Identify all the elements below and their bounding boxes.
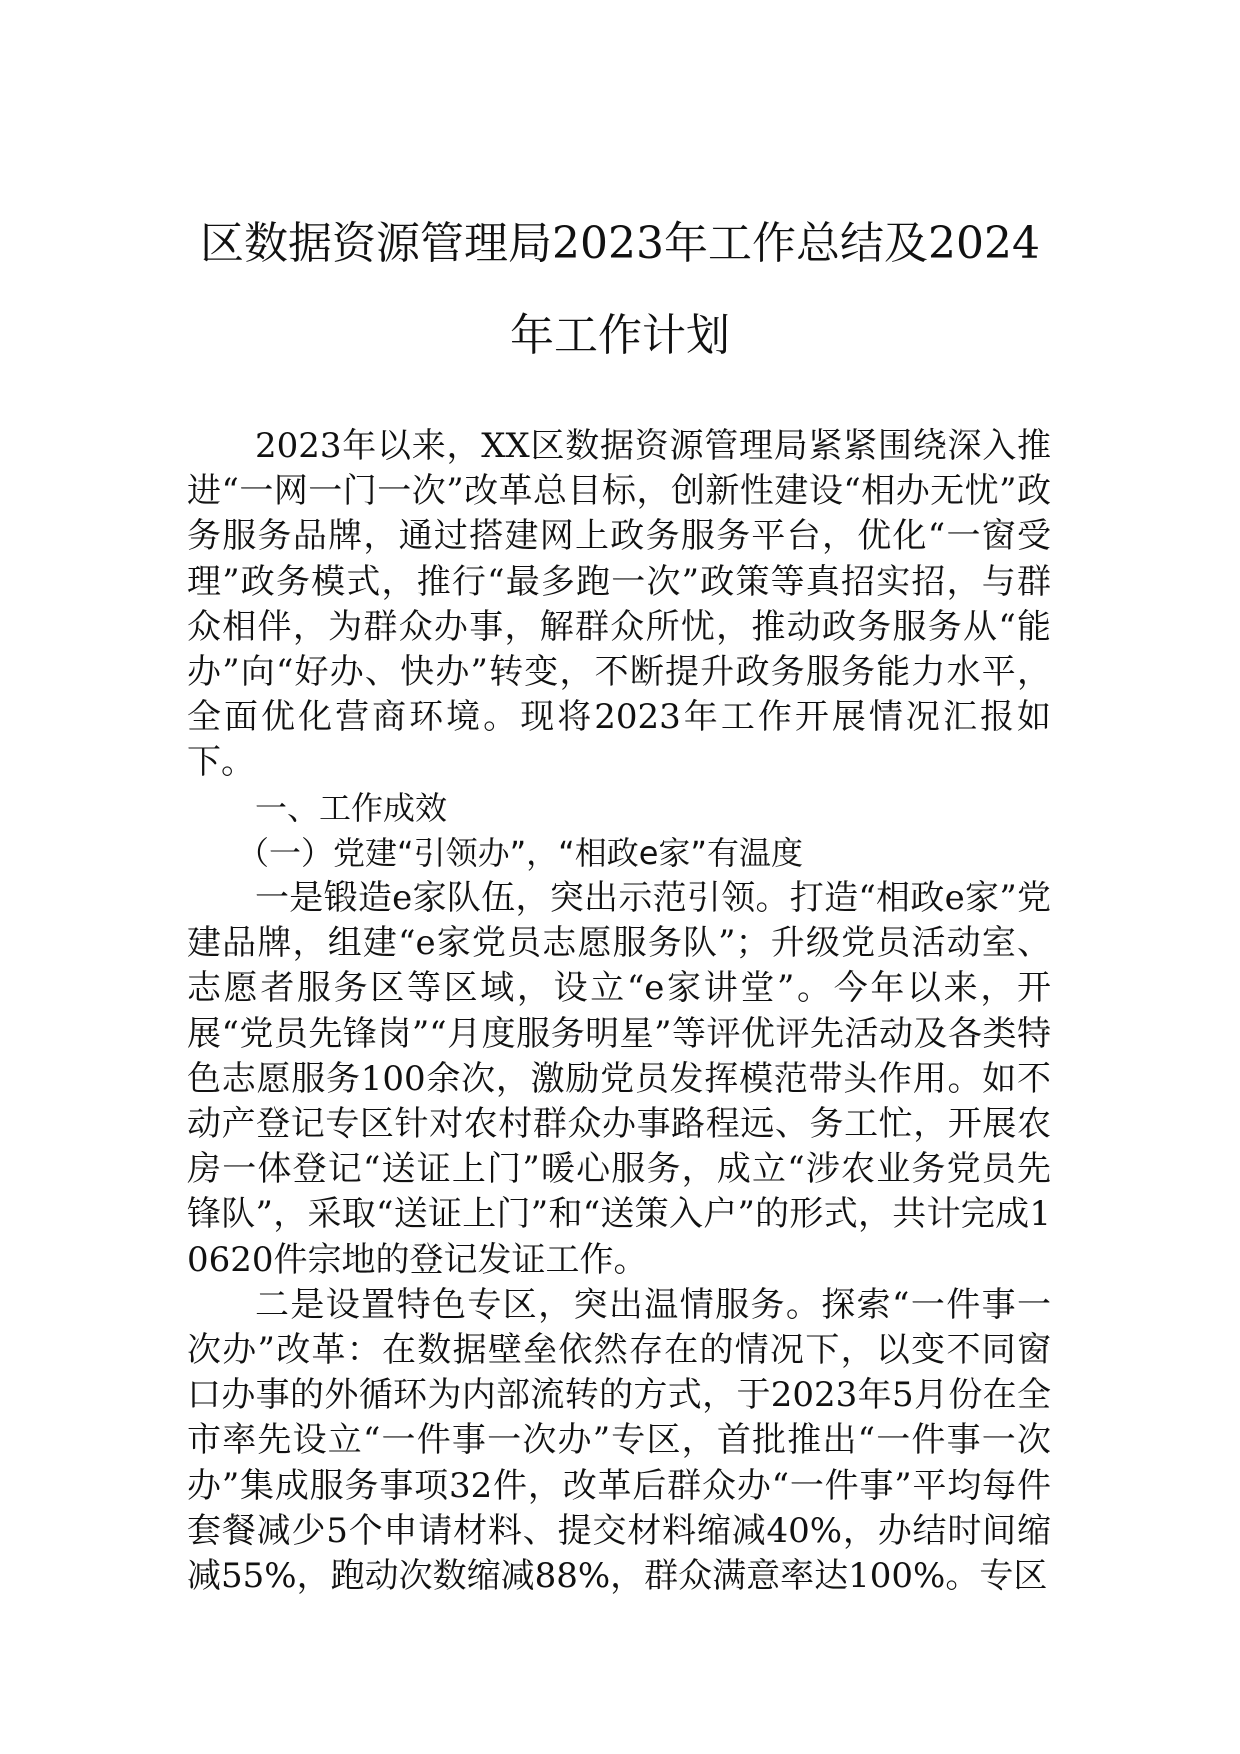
subsection-heading-party-building: （一）党建“引领办”，“相政e家”有温度 <box>237 833 804 872</box>
document-title-line-1: 区数据资源管理局2023年工作总结及2024 <box>200 218 1040 269</box>
document-title-line-2: 年工作计划 <box>510 310 730 361</box>
document-body <box>187 424 1051 1599</box>
body-paragraph-2: 二是设置特色专区，突出温情服务。探索“一件事一次办”改革：在数据壁垒依然存在的情况下，以变不同窗口办事的外循环为内部流转的方式，于2023年5月份在全市率先设立“一件事一次办”专区，首批推出“一件事一次办”集成服务事项32件，改革后群众办“一件事”平均每件套餐减少5个申请材料、提交材料缩减40%，办结时间缩减55%，跑动次数缩减88%，群众满意率达100%。专区 <box>187 1284 1051 1597</box>
section-heading-work-results: 一、工作成效 <box>255 788 448 827</box>
intro-paragraph: 2023年以来，XX区数据资源管理局紧紧围绕深入推进“一网一门一次”改革总目标，创新性建设“相办无忧”政务服务品牌，通过搭建网上政务服务平台，优化“一窗受理”政务模式，推行“最多跑一次”政策等真招实招，与群众相伴，为群众办事，解群众所忧，推动政务服务从“能办”向“好办、快办”转变，不断提升政务服务能力水平，全面优化营商环境。现将2023年工作开展情况汇报如下。 <box>187 426 1051 783</box>
body-paragraph-1: 一是锻造e家队伍，突出示范引领。打造“相政e家”党建品牌，组建“e家党员志愿服务队”；升级党员活动室、志愿者服务区等区域，设立“e家讲堂”。今年以来，开展“党员先锋岗”“月度服务明星”等评优评先活动及各类特色志愿服务100余次，激励党员发挥模范带头作用。如不动产登记专区针对农村群众办事路程远、务工忙，开展农房一体登记“送证上门”暖心服务，成立“涉农业务党员先锋队”，采取“送证上门”和“送策入户”的形式，共计完成10620件宗地的登记发证工作。 <box>187 878 1051 1280</box>
